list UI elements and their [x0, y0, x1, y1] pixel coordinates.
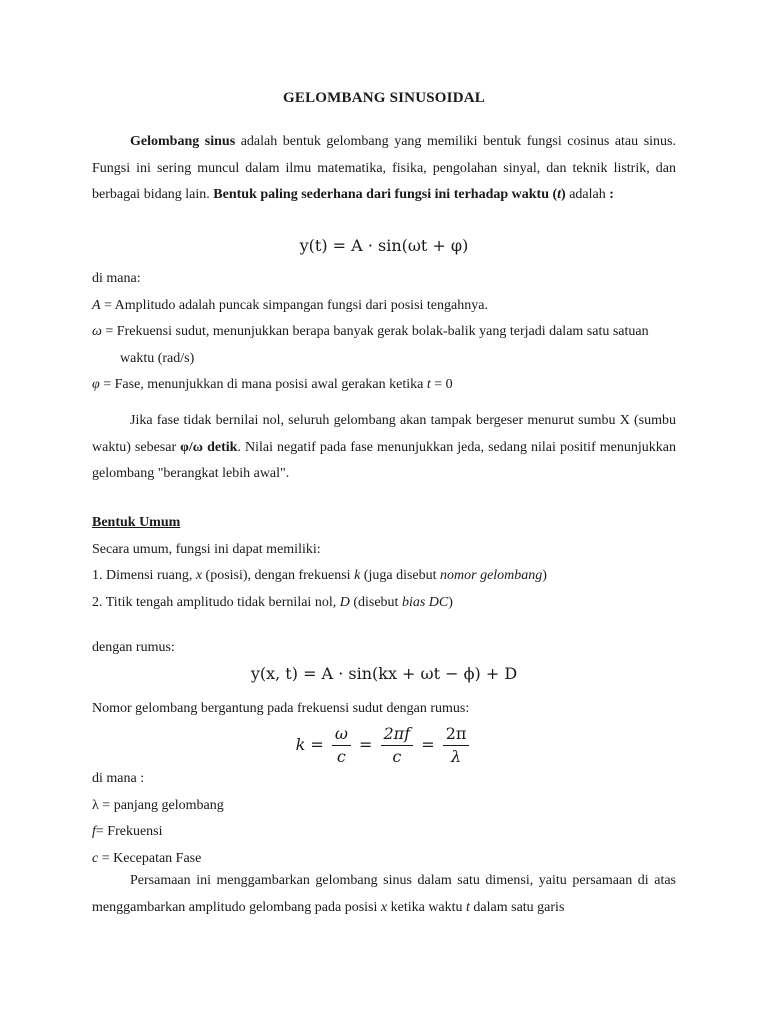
section-heading: Bentuk Umum — [92, 515, 181, 530]
where-list-2: di mana : λ = panjang gelombang f= Frekuensi c = Kecepatan Fase — [92, 766, 676, 872]
list-item: 1. Dimensi ruang, x (posisi), dengan frekuensi k (juga disebut nomor gelombang) — [92, 568, 547, 583]
where-item: λ = panjang gelombang — [92, 797, 224, 813]
phase-shift-bold: φ/ω detik — [180, 439, 238, 455]
where-item: A = Amplitudo adalah puncak simpangan fungsi dari posisi tengahnya. — [92, 297, 488, 313]
where-label: di mana: — [92, 271, 141, 286]
page-title: GELOMBANG SINUSOIDAL — [283, 90, 485, 106]
where-item: ω = Frekuensi sudut, menunjukkan berapa banyak gerak bolak-balik yang terjadi dalam satu satuan waktu (rad/s) — [92, 324, 649, 366]
equation-wave-number: k = $\frac{\omega}{c}$ = $\frac{2\pi f}{c}$ = $\frac{2\pi}{\lambda}$ — [0, 724, 768, 767]
rumus-label: dengan rumus: — [92, 640, 175, 655]
where-item: c = Kecepatan Fase — [92, 850, 202, 866]
where-list-1 — [92, 266, 676, 399]
intro-paragraph: Gelombang sinus adalah bentuk gelombang yang memiliki bentuk fungsi cosinus atau sinus. Fungsi ini sering muncul dalam ilmu matematika, fisika, pengolahan sinyal, dan teknik listrik, dan berbagai bidang lain. Bentuk paling sederhana dari fungsi ini terhadap waktu (t) adalah : — [92, 134, 676, 202]
equation-general: y(x, t) = A · sin(kx + ωt − ϕ) + D — [250, 664, 518, 683]
equation-simple-sine: y(t) = A · sin(ωt + φ) — [299, 236, 469, 255]
phase-paragraph: Jika fase tidak bernilai nol, seluruh gelombang akan tampak bergeser menurut sumbu X (sumbu waktu) sebesar φ/ω detik. Nilai negatif pada fase menunjukkan jeda, sedang nilai positif menunjukkan gelombang "berangkat lebih awal". — [92, 413, 676, 481]
closing-paragraph: Persamaan ini menggambarkan gelombang sinus dalam satu dimensi, yaitu persamaan di atas menggambarkan amplitudo gelombang pada posisi x ketika waktu t dalam satu garis — [92, 873, 676, 915]
where-item: f= Frekuensi — [92, 824, 163, 839]
where-item: φ = Fase, menunjukkan di mana posisi awal gerakan ketika t = 0 — [92, 377, 453, 392]
list-item: 2. Titik tengah amplitudo tidak bernilai nol, D (disebut bias DC) — [92, 594, 453, 610]
wave-number-line: Nomor gelombang bergantung pada frekuensi sudut dengan rumus: — [92, 701, 470, 716]
general-form-section: Bentuk Umum Secara umum, fungsi ini dapat memiliki: 1. Dimensi ruang, x (posisi), dengan frekuensi k (juga disebut nomor gelombang) 2. Titik tengah amplitudo tidak bernilai nol, D (disebut bias DC) — [92, 510, 676, 616]
term-bold: Gelombang sinus — [130, 134, 236, 149]
